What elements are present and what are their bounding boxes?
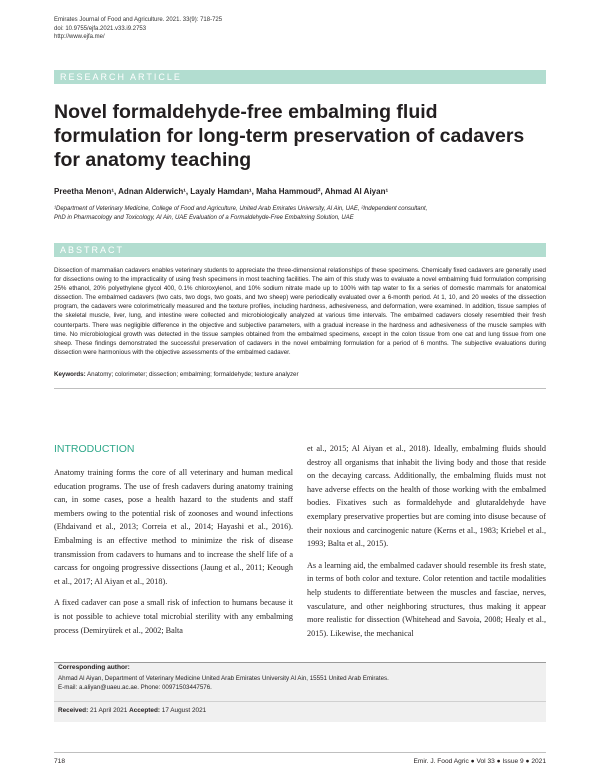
intro-paragraph: As a learning aid, the embalmed cadaver should resemble its fresh state, in terms of both color and texture. Color retention and tactile modalities help students to differentiate between the muscles and fasciae, nerves, vasculature, and other neighboring structures, thus making it appear more realistic for dissection (Whitehead and Savoia, 2008; Healy et al., 2015). Likewise, the mechanical [307,560,546,638]
dates-divider [54,701,546,702]
intro-paragraph: Anatomy training forms the core of all veterinary and human medical education programs. The use of fresh cadavers during anatomy training can, in some cases, pose a health hazard to the students and staff members owing to the potential risk of zoonoses and wound infections (Ehdaivand et al., 2013; Correia et al., 2014; Hayashi et al., 2016). Embalming is an effective method to minimize the risk of disease transmission from cadavers to humans and to increase the shelf life of a carcass for ongoing progressive dissections (Jaung et al., 2011; Keough et al., 2017; Al Aiyan et al., 2018). [54,468,293,586]
doi[interactable]: doi: 10.9755/ejfa.2021.v33.i9.2753 [54,25,147,32]
abstract-bar [54,243,546,257]
correspondence-divider [54,662,546,663]
keywords [54,371,299,378]
article-dates [58,707,206,714]
accepted-date: 17 August 2021 [161,707,207,714]
journal-url[interactable]: http://www.ejfa.me/ [54,34,105,41]
divider [54,388,546,389]
corresponding-author-address: Ahmad Al Aiyan, Department of Veterinary Medicine United Arab Emirates University Al Ain, 15551 United Arab Emirates. [58,675,389,682]
article-title: Novel formaldehyde-free embalming fluid formulation for long-term preservation of cadavers for anatomy teaching [54,101,525,171]
page-number: 718 [54,758,66,765]
footer-divider [54,752,546,753]
intro-paragraph: et al., 2015; Al Aiyan et al., 2018). Ideally, embalming fluids should destroy all organisms that inhabit the living body and those that reside on the decaying carcass. Additionally, the embalming fluids must not have adverse effects on the health of those working with the embalmed bodies. Fixatives such as formaldehyde and glutaraldehyde have exemplary preservative properties but are coming into disuse because of their noxious and carcinogenic nature (Kerns et al., 1983; Kriebel et al., 1993; Balta et al., 2015). [307,444,546,549]
keywords-label: Keywords: [54,371,86,378]
article-type-label: RESEARCH ARTICLE [60,72,182,82]
received-label: Received: [58,707,89,714]
corresponding-author-label: Corresponding author: [58,664,130,671]
body-column-left [54,466,293,645]
affiliation-line-2: PhD in Pharmacology and Toxicology, Al Ain, UAE Evaluation of a Formaldehyde-Free Embalming Solution, UAE [54,215,354,221]
journal-citation: Emirates Journal of Food and Agriculture. 2021. 33(9): 718-725 [54,17,223,23]
intro-paragraph: A fixed cadaver can pose a small risk of infection to humans because it is not possible to achieve total microbial sterility with any embalming process (Demiryürek et al., 2002; Balta [54,598,293,635]
body-column-right [307,442,546,648]
introduction-heading: INTRODUCTION [54,443,135,455]
authors: Preetha Menon¹, Adnan Alderwich¹, Layaly Hamdan¹, Maha Hammoud², Ahmad Al Aiyan¹ [54,187,389,196]
abstract-text: Dissection of mammalian cadavers enables veterinary students to appreciate the three-dimensional relationships of these specimens. Chemically fixed cadavers are generally used for dissections owing to the impracticality of using fresh specimens in most teaching facilities. The aim of this study was to evaluate a novel embalming fluid formulation comprising 25% ethanol, 20% polyethylene glycol 400, 0.1% chloroxylenol, and 10% sodium nitrate made up to 100% with tap water to fix a series of domestic mammals for anatomical dissection. The embalmed cadavers (two cats, two dogs, two goats, and two sheep) were periodically evaluated over a 6-month period. At 1, 10, and 20 weeks of the dissection program, the cadavers were colorimetrically measured and the texture profiles, including hardness, adhesiveness, and deformation, were examined. In addition, tissue samples of the skeletal muscle, liver, lung, and intestine were collected and microbiologically analyzed at various time intervals. The embalmed cadavers closely resembled their fresh counterparts. There was negligible difference in the objective and subjective parameters, with a gradual increase in the hardness and adhesiveness of the muscle samples with time. No microbiological growth was detected in the tissue samples obtained from the embalmed specimens, except in the colon tissue from one cat and lung tissue from one sheep. These findings demonstrated the successful preservation of cadavers in the novel embalming formulation for a period of 6 months. The subjective evaluations during dissection were harmonious with the objective assessments of the embalmed cadaver. [54,267,546,356]
affiliations [54,205,546,223]
article-type-bar [54,70,546,84]
received-date: 21 April 2021 [89,707,128,714]
abstract-label: ABSTRACT [60,245,125,255]
keywords-list: Anatomy; colorimeter; dissection; embalming; formaldehyde; texture analyzer [87,371,299,378]
corresponding-author-contact: E-mail: a.aliyan@uaeu.ac.ae. Phone: 00971503447576. [58,684,212,691]
journal-issue: Emir. J. Food Agric ● Vol 33 ● Issue 9 ● 2021 [413,758,546,765]
affiliation-line-1: ¹Department of Veterinary Medicine, College of Food and Agriculture, United Arab Emirates University, Al Ain, UAE, ²Independent consultant, [54,206,428,212]
accepted-label: Accepted: [129,707,160,714]
journal-header [54,16,222,42]
